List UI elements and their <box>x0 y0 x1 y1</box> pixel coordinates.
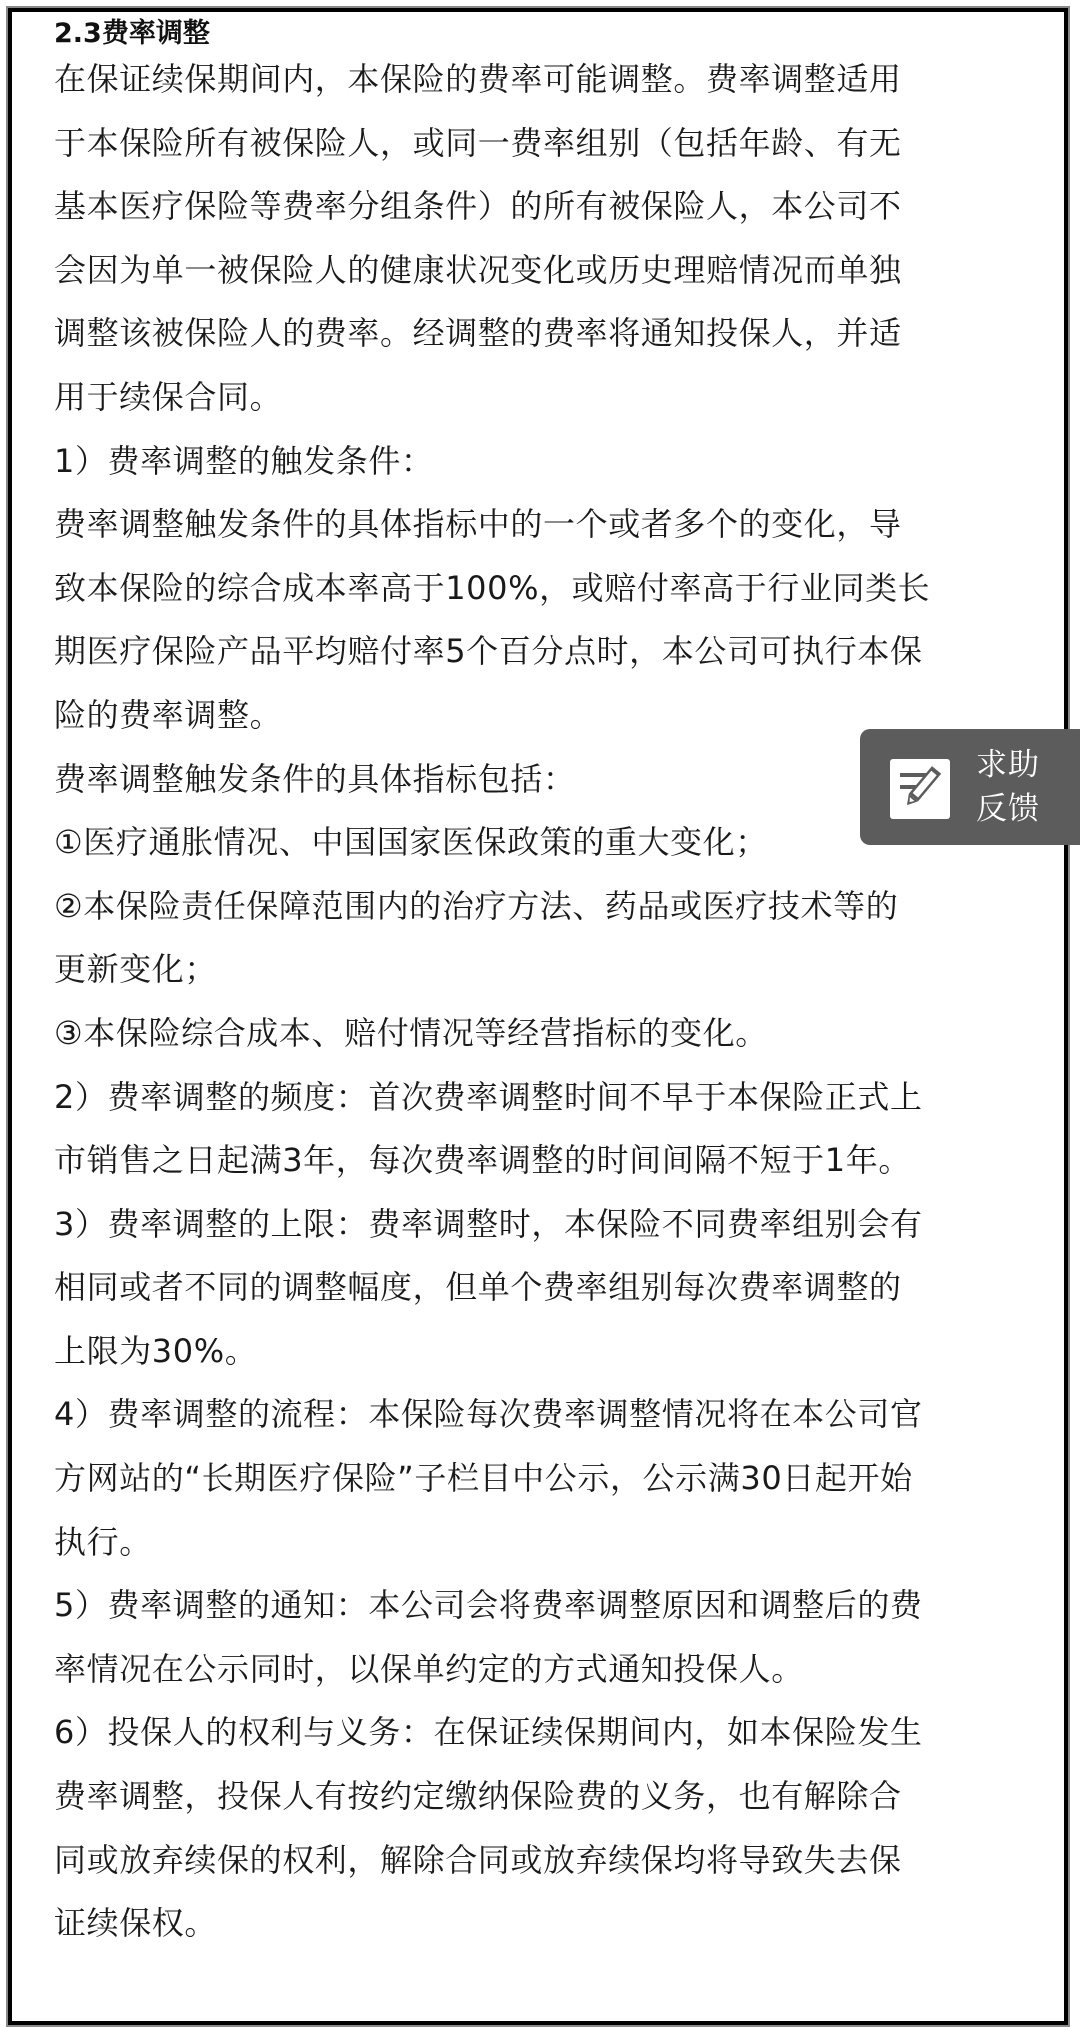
text-line: 基本医疗保险等费率分组条件）的所有被保险人，本公司不 <box>54 187 902 226</box>
text-line: 市销售之日起满3年，每次费率调整的时间间隔不短于1年。 <box>54 1141 911 1180</box>
text-line: ②本保险责任保障范围内的治疗方法、药品或医疗技术等的 <box>54 886 899 925</box>
text-line: 5）费率调整的通知：本公司会将费率调整原因和调整后的费 <box>54 1586 923 1625</box>
text-line: 险的费率调整。 <box>54 695 283 734</box>
text-line: 6）投保人的权利与义务：在保证续保期间内，如本保险发生 <box>54 1713 923 1752</box>
text-line: 会因为单一被保险人的健康状况变化或历史理赔情况而单独 <box>54 250 902 289</box>
text-line: 在保证续保期间内，本保险的费率可能调整。费率调整适用 <box>54 60 902 98</box>
text-line: 调整该被保险人的费率。经调整的费率将通知投保人，并适 <box>54 314 902 353</box>
text-line: 费率调整触发条件的具体指标中的一个或者多个的变化，导 <box>54 505 902 544</box>
text-line: 更新变化； <box>54 950 218 989</box>
feedback-label-line1: 求助 <box>976 747 1040 783</box>
document-body <box>54 48 1059 1956</box>
text-line: 用于续保合同。 <box>54 377 283 416</box>
text-line: 致本保险的综合成本率高于100%，或赔付率高于行业同类长 <box>54 568 931 607</box>
text-line: 于本保险所有被保险人，或同一费率组别（包括年龄、有无 <box>54 123 902 162</box>
text-line: 3）费率调整的上限：费率调整时，本保险不同费率组别会有 <box>54 1204 923 1243</box>
text-line: 费率调整，投保人有按约定缴纳保险费的义务，也有解除合 <box>54 1777 902 1816</box>
text-line: ①医疗通胀情况、中国国家医保政策的重大变化； <box>54 823 768 862</box>
feedback-label-line2: 反馈 <box>976 791 1040 827</box>
text-line: 费率调整触发条件的具体指标包括： <box>54 759 576 798</box>
text-line: 方网站的“长期医疗保险”子栏目中公示，公示满30日起开始 <box>54 1459 913 1498</box>
feedback-label <box>976 743 1040 831</box>
text-line: 期医疗保险产品平均赔付率5个百分点时，本公司可执行本保 <box>54 632 923 671</box>
document-frame <box>8 8 1068 2025</box>
text-line: 率情况在公示同时，以保单约定的方式通知投保人。 <box>54 1649 804 1688</box>
text-line: 相同或者不同的调整幅度，但单个费率组别每次费率调整的 <box>54 1268 902 1307</box>
text-line: 执行。 <box>54 1522 152 1561</box>
help-feedback-button[interactable] <box>860 729 1080 845</box>
text-line: 证续保权。 <box>54 1904 218 1943</box>
text-line: 4）费率调整的流程：本保险每次费率调整情况将在本公司官 <box>54 1395 923 1434</box>
text-line: 1）费率调整的触发条件： <box>54 441 434 480</box>
section-title: 2.3费率调整 <box>54 18 210 49</box>
text-line: 同或放弃续保的权利，解除合同或放弃续保均将导致失去保 <box>54 1840 902 1879</box>
text-line: ③本保险综合成本、赔付情况等经营指标的变化。 <box>54 1013 768 1052</box>
text-line: 上限为30%。 <box>54 1331 258 1370</box>
text-line: 2）费率调整的频度：首次费率调整时间不早于本保险正式上 <box>54 1077 923 1116</box>
edit-note-icon <box>890 753 950 821</box>
